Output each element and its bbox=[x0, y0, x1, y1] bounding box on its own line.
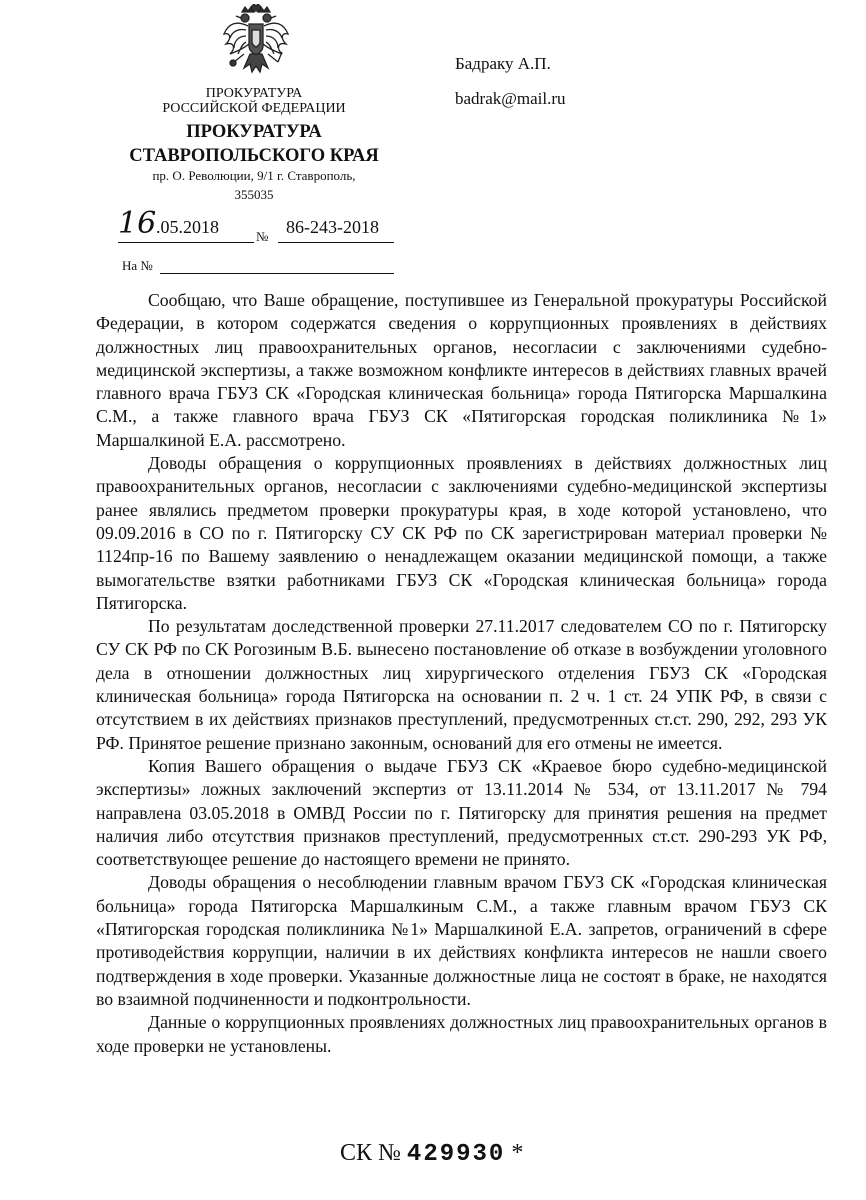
russian-coat-of-arms-icon bbox=[222, 4, 290, 76]
form-serial bbox=[340, 1140, 523, 1168]
address-line-1: пр. О. Революции, 9/1 г. Ставрополь, bbox=[152, 168, 356, 183]
recipient-name: Бадраку А.П. bbox=[455, 54, 551, 73]
paragraph: Доводы обращения о несоблюдении главным врачом ГБУЗ СК «Городская клиническая больница» города Пятигорска Маршалкиным С.М., а также главным врачом ГБУЗ СК «Пятигорская городская поликлиника №1» Маршалкиной Е.А. запретов, ограничений в сфере противодействия коррупции, наличии в их действиях конфликта интересов не нашли своего подтверждения в ходе проверки. Указанные должностные лица не состоят в браке, не находятся во взаимной подчиненности и подконтрольности. bbox=[96, 872, 827, 1009]
office-line-2: СТАВРОПОЛЬСКОГО КРАЯ bbox=[129, 146, 379, 166]
number-label: № bbox=[256, 229, 269, 244]
paragraph: Доводы обращения о коррупционных проявлениях в действиях должностных лиц правоохранительных органов, несогласии с заключениями судебно-медицинской экспертизы ранее являлись предметом проверки прокуратуры края, в ходе которой установлено, что 09.09.2016 в СО по г. Пятигорску СУ СК РФ по СК зарегистрирован материал проверки № 1124пр-16 по Вашему заявлению о ненадлежащем оказании медицинской помощи, а также вымогательстве взятки работниками ГБУЗ СК «Городская клиническая больница» города Пятигорска. bbox=[96, 453, 827, 613]
serial-number: 429930 bbox=[406, 1141, 506, 1168]
office-address bbox=[120, 166, 388, 204]
paragraph: По результатам доследственной проверки 27.11.2017 следователем СО по г. Пятигорску СУ СК РФ по СК Рогозиным В.Б. вынесено постановление об отказе в возбуждении уголовного дела в отношении должностных лиц хирургического отделения ГБУЗ СК «Городская клиническая больница» города Пятигорска на основании п. 2 ч. 1 ст. 24 УПК РФ, в связи с отсутствием в их действиях признаков преступлений, предусмотренных ст.ст. 290, 292, 293 УК РФ. Принятое решение признано законным, оснований для его отмены не имеется. bbox=[96, 616, 827, 753]
serial-series: СК № bbox=[340, 1140, 401, 1166]
handwritten-day: 16 bbox=[118, 206, 157, 241]
date-underline bbox=[118, 242, 254, 243]
org-line-1: ПРОКУРАТУРА bbox=[205, 86, 303, 101]
office-heading bbox=[120, 120, 388, 168]
letter-body bbox=[96, 289, 827, 1058]
org-line-2: РОССИЙСКОЙ ФЕДЕРАЦИИ bbox=[162, 101, 346, 116]
number-underline bbox=[278, 242, 394, 243]
reply-to-label: На № bbox=[122, 258, 153, 273]
reply-to-line bbox=[122, 258, 394, 278]
registration-number: 86-243-2018 bbox=[286, 217, 379, 237]
date-month-year: .05.2018 bbox=[156, 217, 219, 237]
reference-line bbox=[118, 206, 400, 244]
recipient-email: badrak@mail.ru bbox=[455, 89, 566, 108]
reply-to-underline bbox=[160, 273, 394, 274]
paragraph: Данные о коррупционных проявлениях должностных лиц правоохранительных органов в ходе проверки не установлены. bbox=[96, 1012, 827, 1056]
address-line-2: 355035 bbox=[234, 187, 274, 202]
paragraph: Копия Вашего обращения о выдаче ГБУЗ СК «Краевое бюро судебно-медицинской экспертизы» ложных заключений экспертиз от 13.11.2014 № 534, от 13.11.2017 № 794 направлена 03.05.2018 в ОМВД России по г. Пятигорску для принятия решения на предмет наличия либо отсутствия признаков преступлений, предусмотренных ст.ст. 290-293 УК РФ, соответствующее решение до настоящего времени не принято. bbox=[96, 755, 827, 870]
serial-mark: * bbox=[511, 1140, 524, 1166]
paragraph: Сообщаю, что Ваше обращение, поступившее из Генеральной прокуратуры Российской Федерации, в котором содержатся сведения о коррупционных проявлениях в действиях должностных лиц правоохранительных органов, несогласии с заключениями судебно-медицинской экспертизы, а также возможном конфликте интересов в действиях главных врачей главного врача ГБУЗ СК «Городская клиническая больница» города Пятигорска Маршалкина С.М., а также главного врача ГБУЗ СК «Пятигорская городская поликлиника №1» Маршалкиной Е.А. рассмотрено. bbox=[96, 290, 827, 450]
authority-heading bbox=[120, 86, 388, 116]
office-line-1: ПРОКУРАТУРА bbox=[186, 122, 322, 142]
